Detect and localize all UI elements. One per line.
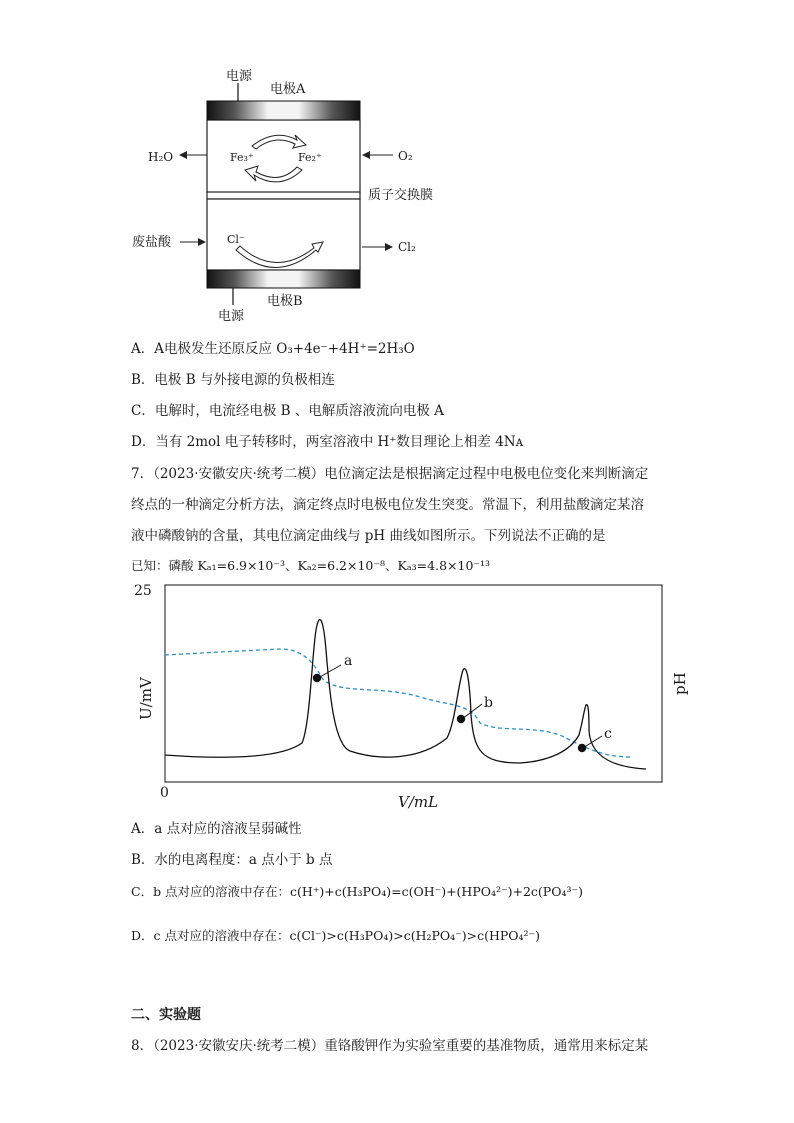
y-axis-label-left: U/mV bbox=[137, 677, 155, 720]
point-a-label: a bbox=[344, 653, 353, 669]
electrolysis-diagram bbox=[0, 0, 794, 330]
electrode-b-label: 电极B bbox=[267, 294, 303, 309]
point-c-label: c bbox=[604, 726, 612, 742]
electrode-a-label: 电极A bbox=[270, 82, 306, 97]
potential-curve bbox=[165, 620, 646, 769]
point-b-marker bbox=[457, 695, 493, 723]
q7-stem-line-1: 7．（2023·安徽安庆·统考二模）电位滴定法是根据滴定过程中电极电位变化来判断滴定 bbox=[131, 466, 649, 482]
q7-known-constants: 已知：磷酸 Kₐ₁=6.9×10⁻³、Kₐ₂=6.2×10⁻⁸、Kₐ₃=4.8×10⁻¹³ bbox=[131, 558, 491, 573]
o2-label: O₂ bbox=[398, 149, 413, 163]
q6-option-d: D．当有 2mol 电子转移时，两室溶液中 H⁺数目理论上相差 4Nᴀ bbox=[131, 434, 524, 450]
h2o-label: H₂O bbox=[148, 150, 174, 164]
electrode-b-plate bbox=[207, 270, 360, 288]
q6-option-b: B．电极 B 与外接电源的负极相连 bbox=[131, 372, 335, 388]
proton-exchange-membrane bbox=[207, 192, 360, 199]
q7-stem-line-2: 终点的一种滴定分析方法，滴定终点时电极电位发生突变。常温下，利用盐酸滴定某溶 bbox=[131, 497, 644, 513]
titration-chart bbox=[0, 575, 794, 815]
x-axis-label: V/mL bbox=[398, 793, 439, 811]
electrode-a-plate bbox=[207, 101, 360, 120]
q7-option-c: C．b 点对应的溶液中存在：c(H⁺)+c(H₃PO₄)=c(OH⁻)+(HPO₄²⁻)+2c(PO₄³⁻) bbox=[131, 884, 583, 899]
q6-option-a: A．A电极发生还原反应 O₃+4e⁻+4H⁺=2H₃O bbox=[131, 341, 415, 357]
y-tick-top: 25 bbox=[134, 583, 152, 599]
cl2-label: Cl₂ bbox=[398, 240, 416, 254]
y-axis-label-right: pH bbox=[671, 672, 689, 695]
fe2-label: Fe₂⁺ bbox=[298, 151, 322, 164]
waste-acid-label: 废盐酸 bbox=[132, 235, 172, 250]
membrane-label: 质子交换膜 bbox=[368, 188, 434, 203]
origin-label: 0 bbox=[160, 785, 169, 801]
power-label-bottom: 电源 bbox=[218, 309, 245, 324]
q7-option-d: D．c 点对应的溶液中存在：c(Cl⁻)>c(H₃PO₄)>c(H₂PO₄⁻)>c(HPO₄²⁻) bbox=[131, 928, 541, 943]
q7-option-b: B．水的电离程度：a 点小于 b 点 bbox=[131, 852, 333, 868]
power-label-top: 电源 bbox=[226, 69, 253, 84]
fe3-label: Fe₃⁺ bbox=[230, 151, 254, 164]
section-title: 二、实验题 bbox=[131, 1007, 201, 1023]
point-a-marker bbox=[313, 653, 353, 682]
chart-frame bbox=[165, 585, 662, 782]
ph-curve bbox=[165, 649, 630, 757]
q6-option-c: C．电解时，电流经电极 B 、电解质溶液流向电极 A bbox=[131, 403, 444, 419]
cl-minus-label: Cl⁻ bbox=[227, 233, 245, 246]
q8-stem-line-1: 8．（2023·安徽安庆·统考二模）重铬酸钾作为实验室重要的基准物质，通常用来标定某 bbox=[131, 1038, 649, 1054]
point-b-label: b bbox=[484, 695, 493, 711]
q7-option-a: A．a 点对应的溶液呈弱碱性 bbox=[131, 821, 302, 837]
q7-stem-line-3: 液中磷酸钠的含量，其电位滴定曲线与 pH 曲线如图所示。下列说法不正确的是 bbox=[131, 528, 606, 544]
